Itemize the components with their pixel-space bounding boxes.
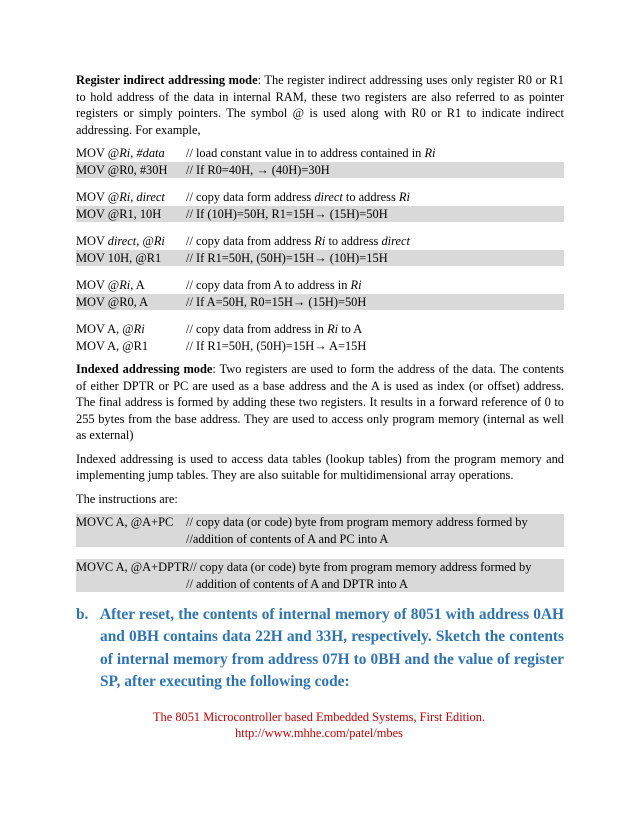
comment-part: // copy data from address — [186, 234, 315, 248]
example-instruction — [76, 233, 186, 250]
instruction-part: MOV A, @R1 — [76, 338, 149, 353]
comment-part: Ri — [398, 190, 410, 204]
example-instruction — [76, 250, 186, 267]
example-row — [76, 277, 564, 294]
example-instruction — [76, 206, 186, 223]
comment-part: // If R1=50H, (50H)=15H→ (10H)=15H — [186, 250, 388, 265]
movc-dptr-comment: // copy data (or code) byte from program memory address formed by — [189, 560, 532, 574]
example-gap — [76, 310, 564, 321]
example-row — [76, 294, 564, 311]
example-comment — [186, 294, 564, 311]
comment-part: // If A=50H, R0=15H→ (15H)=50H — [186, 294, 367, 309]
example-instruction — [76, 338, 186, 355]
example-row — [76, 233, 564, 250]
instruction-part: MOV @ — [76, 278, 120, 292]
instruction-part: MOV @R1, 10H — [76, 206, 162, 221]
example-instruction — [76, 162, 186, 179]
lookup-tables-paragraph: Indexed addressing is used to access data tables (lookup tables) from the program memory and implementing jump tables. They are also suitable for multidimensional array operations. — [76, 451, 564, 482]
example-row — [76, 162, 564, 179]
instruction-part: direct — [136, 190, 165, 204]
movc-pc-instruction: MOVC A, @A+PC — [76, 515, 174, 529]
footer — [0, 710, 638, 741]
example-gap — [76, 178, 564, 189]
instruction-part: MOV @ — [76, 146, 120, 160]
question-label: b. — [76, 606, 89, 623]
movc-dptr-comment-cont: // addition of contents of A and DPTR into A — [186, 576, 408, 591]
comment-part: Ri — [424, 146, 436, 160]
comment-part: Ri — [327, 322, 339, 336]
example-comment — [186, 321, 564, 338]
comment-part: to address — [325, 234, 382, 248]
instruction-part: MOV 10H, @R1 — [76, 250, 162, 265]
example-row — [76, 321, 564, 338]
movc-pc-block — [76, 514, 564, 547]
example-comment — [186, 145, 564, 162]
example-row — [76, 206, 564, 223]
indexed-text: : Two registers are used to form the address of the data. The contents of either DPTR or PC are used as a base address and the A is used as index (or offset) address. The final address is formed by adding these two registers. It results in a forward reference of 0 to 255 bytes from the base address. They are used to access only program memory (internal as well as external) — [76, 362, 565, 442]
document-page — [76, 72, 564, 694]
instruction-part: MOV @ — [76, 190, 120, 204]
comment-part: // If R1=50H, (50H)=15H→ A=15H — [186, 338, 367, 353]
instruction-part: #data — [136, 146, 165, 160]
comment-part: // If (10H)=50H, R1=15H→ (15H)=50H — [186, 206, 388, 221]
comment-part: to A — [338, 322, 363, 336]
comment-part: // copy data form address — [186, 190, 315, 204]
example-instruction — [76, 277, 186, 294]
instruction-part: , A — [130, 278, 145, 292]
example-comment — [186, 250, 564, 267]
movc-dptr-block — [76, 559, 564, 592]
comment-part: direct — [314, 190, 343, 204]
register-indirect-text: : The register indirect addressing uses only register R0 or R1 to hold address of the data in internal RAM, these two registers are also referred to as pointer registers or simply pointers. The symbol @ is used along with R0 or R1 to indicate indirect addressing. For example, — [76, 73, 564, 137]
movc-pc-row-cont — [76, 531, 564, 548]
movc-pc-comment: // copy data (or code) byte from program memory address formed by — [186, 515, 528, 529]
movc-dptr-instruction: MOVC A, @A+DPTR — [76, 560, 190, 574]
instructions-intro: The instructions are: — [76, 491, 178, 506]
instruction-part: MOV @R0, #30H — [76, 162, 168, 177]
question-text: After reset, the contents of internal memory of 8051 with address 0AH and 0BH contains data 22H and 33H, respectively. Sketch the contents of internal memory from address 07H to 0BH and the value of register SP, after executing the following code: — [100, 606, 564, 691]
example-row — [76, 145, 564, 162]
instruction-part: MOV — [76, 234, 108, 248]
instruction-part: Ri — [153, 234, 165, 248]
instruction-part: Ri — [119, 146, 131, 160]
comment-part: Ri — [350, 278, 362, 292]
instruction-part: , @ — [136, 234, 154, 248]
instruction-part: MOV A, @ — [76, 322, 134, 336]
example-list — [76, 145, 564, 354]
movc-pc-comment-cont: //addition of contents of A and PC into A — [186, 531, 389, 546]
example-comment — [186, 277, 564, 294]
example-gap — [76, 222, 564, 233]
example-row — [76, 338, 564, 355]
comment-part: // copy data from A to address in — [186, 278, 351, 292]
register-indirect-paragraph — [76, 72, 564, 138]
footer-title: The 8051 Microcontroller based Embedded Systems, First Edition. — [152, 710, 486, 724]
example-comment — [186, 233, 564, 250]
movc-dptr-row-cont — [76, 576, 564, 593]
comment-part: // load constant value in to address contained in — [186, 146, 425, 160]
instruction-part: , — [130, 146, 137, 160]
indexed-paragraph — [76, 361, 564, 444]
example-comment — [186, 162, 564, 179]
comment-part: // copy data from address in — [186, 322, 328, 336]
example-gap — [76, 266, 564, 277]
indexed-heading: Indexed addressing mode — [76, 362, 213, 376]
instruction-part: Ri — [133, 322, 145, 336]
example-instruction — [76, 321, 186, 338]
movc-dptr-row — [76, 559, 564, 576]
instruction-part: MOV @R0, A — [76, 294, 149, 309]
example-instruction — [76, 145, 186, 162]
example-comment — [186, 338, 564, 355]
comment-part: direct — [381, 234, 410, 248]
comment-part: // If R0=40H, → (40H)=30H — [186, 162, 330, 177]
example-comment — [186, 189, 564, 206]
example-instruction — [76, 189, 186, 206]
comment-part: to address — [342, 190, 399, 204]
example-row — [76, 189, 564, 206]
comment-part: Ri — [314, 234, 326, 248]
instruction-part: direct — [107, 234, 137, 248]
instruction-part: , — [130, 190, 137, 204]
instruction-part: Ri — [119, 278, 131, 292]
instruction-part: Ri — [119, 190, 131, 204]
movc-pc-row — [76, 514, 564, 531]
example-instruction — [76, 294, 186, 311]
example-row — [76, 250, 564, 267]
question-b — [76, 604, 564, 694]
register-indirect-heading: Register indirect addressing mode — [76, 73, 258, 87]
footer-url: http://www.mhhe.com/patel/mbes — [235, 725, 403, 740]
example-comment — [186, 206, 564, 223]
